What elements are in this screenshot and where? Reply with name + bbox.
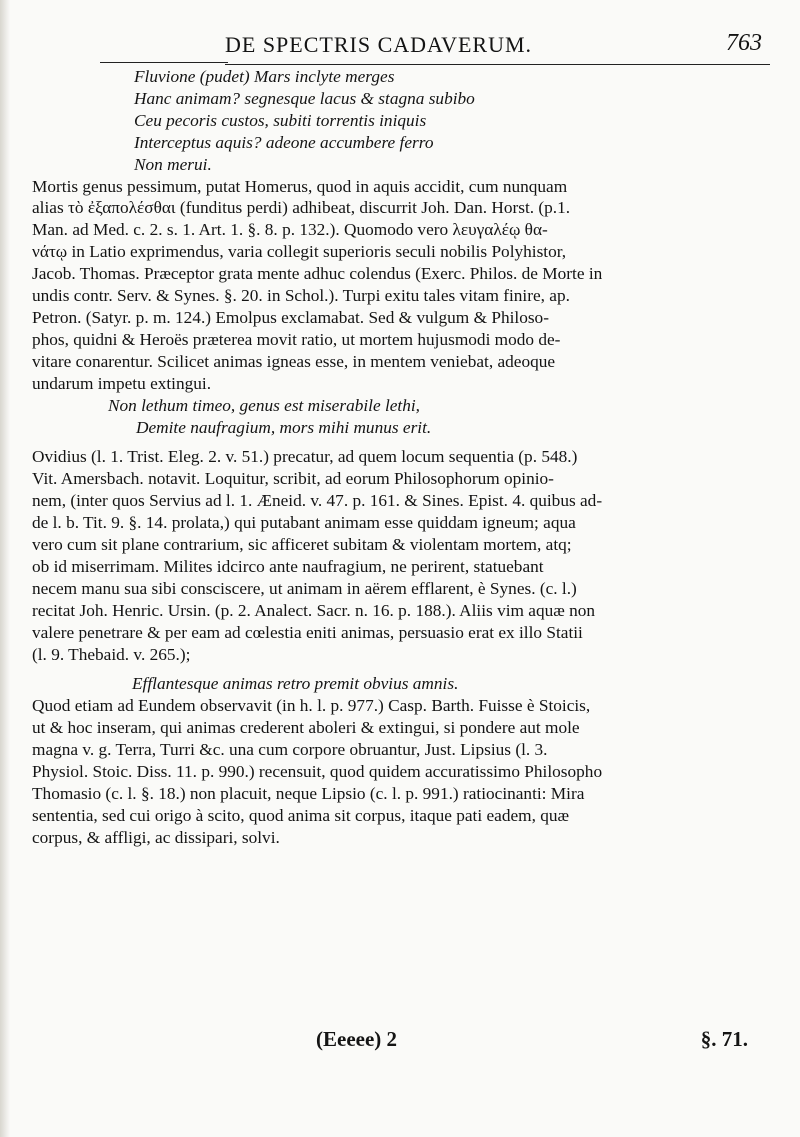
text-line: Mortis genus pessimum, putat Homerus, quod in aquis accidit, cum nunquam [32,176,568,196]
text-line: necem manu sua sibi consciscere, ut animam in aërem efflarent, è Synes. (c. l.) [32,578,577,598]
text-line: undis contr. Serv. & Synes. §. 20. in Schol.). Turpi exitu tales vitam finire, ap. [32,286,570,306]
text-line: Man. ad Med. c. 2. s. 1. Art. 1. §. 8. p. 132.). Quomodo vero λευγαλέῳ θα- [32,220,548,240]
verse-line: Ceu pecoris custos, subiti torrentis iniquis [134,110,427,130]
text-line: undarum impetu extingui. [32,373,212,393]
catchword: §. 71. [700,1027,748,1051]
verse-line: Interceptus aquis? adeone accumbere ferro [134,132,434,152]
page-header [225,28,770,65]
page-number: 763 [726,30,762,56]
page-footer [0,1027,800,1067]
verse-line: Non lethum timeo, genus est miserabile lethi, [108,395,420,415]
text-line: Physiol. Stoic. Diss. 11. p. 990.) recensuit, quod quidem accuratissimo Philosopho [32,762,603,782]
text-line: sententia, sed cui origo à scito, quod anima sit corpus, itaque pati eadem, quæ [32,805,570,825]
text-line: ut & hoc inseram, qui animas crederent aboleri & extingui, si pondere aut mole [32,718,580,738]
paragraph-3 [32,695,772,848]
verse-line: Efflantesque animas retro premit obvius amnis. [132,674,459,694]
verse-block-3 [32,673,772,695]
text-line: Jacob. Thomas. Præceptor grata mente adhuc colendus (Exerc. Philos. de Morte in [32,264,603,284]
text-line: Ovidius (l. 1. Trist. Eleg. 2. v. 51.) precatur, ad quem locum sequentia (p. 548.) [32,447,578,467]
text-line: alias τὸ ἐξαπολέσθαι (funditus perdi) adhibeat, discurrit Joh. Dan. Horst. (p.1. [32,198,571,218]
text-line: nem, (inter quos Servius ad l. 1. Æneid. v. 47. p. 161. & Sines. Epist. 4. quibus ad- [32,491,603,511]
verse-block-2 [32,395,772,439]
binding-shadow [0,0,10,1137]
text-line: recitat Joh. Henric. Ursin. (p. 2. Analect. Sacr. n. 16. p. 188.). Aliis vim aquæ non [32,600,595,620]
paragraph-1 [32,176,772,395]
verse-line: Demite naufragium, mors mihi munus erit. [136,417,432,437]
text-line: Thomasio (c. l. §. 18.) non placuit, neque Lipsio (c. l. p. 991.) ratiocinanti: Mira [32,784,585,803]
text-line: Quod etiam ad Eundem observavit (in h. l. p. 977.) Casp. Barth. Fuisse è Stoicis, [32,696,591,716]
text-line: valere penetrare & per eam ad cœlestia eniti animas, persuasio erat ex illo Statii [32,622,583,642]
text-line: corpus, & affligi, ac dissipari, solvi. [32,827,280,847]
text-line: νάτῳ in Latio exprimendus, varia collegit superioris seculi nobilis Polyhistor, [32,242,567,262]
header-rule [100,62,228,63]
text-line: vitare conarentur. Scilicet animas igneas esse, in mentem veniebat, adeoque [32,351,556,371]
running-head: DE SPECTRIS CADAVERUM. [225,32,533,57]
body-text [32,66,772,849]
text-line: de l. b. Tit. 9. §. 14. prolata,) qui putabant animam esse quiddam igneum; aqua [32,513,576,533]
text-line: phos, quidni & Heroës præterea movit ratio, ut mortem hujusmodi modo de- [32,329,561,349]
spacer [32,438,772,446]
text-line: (l. 9. Thebaid. v. 265.); [32,644,191,664]
signature-mark: (Eeeee) 2 [316,1027,398,1051]
verse-line: Fluvione (pudet) Mars inclyte merges [134,67,395,86]
paragraph-2 [32,446,772,665]
text-line: Petron. (Satyr. p. m. 124.) Emolpus exclamabat. Sed & vulgum & Philoso- [32,307,549,327]
text-line: ob id miserrimam. Milites idcirco ante naufragium, ne perirent, statuebant [32,556,544,576]
verse-line: Non merui. [134,154,212,174]
verse-block-1 [32,66,772,176]
text-line: vero cum sit plane contrarium, sic afficeret subitam & violentam mortem, atq; [32,535,572,555]
text-line: Vit. Amersbach. notavit. Loquitur, scribit, ad eorum Philosophorum opinio- [32,469,554,489]
verse-line: Hanc animam? segnesque lacus & stagna subibo [134,88,475,108]
text-line: magna v. g. Terra, Turri &c. una cum corpore obruantur, Just. Lipsius (l. 3. [32,740,548,760]
